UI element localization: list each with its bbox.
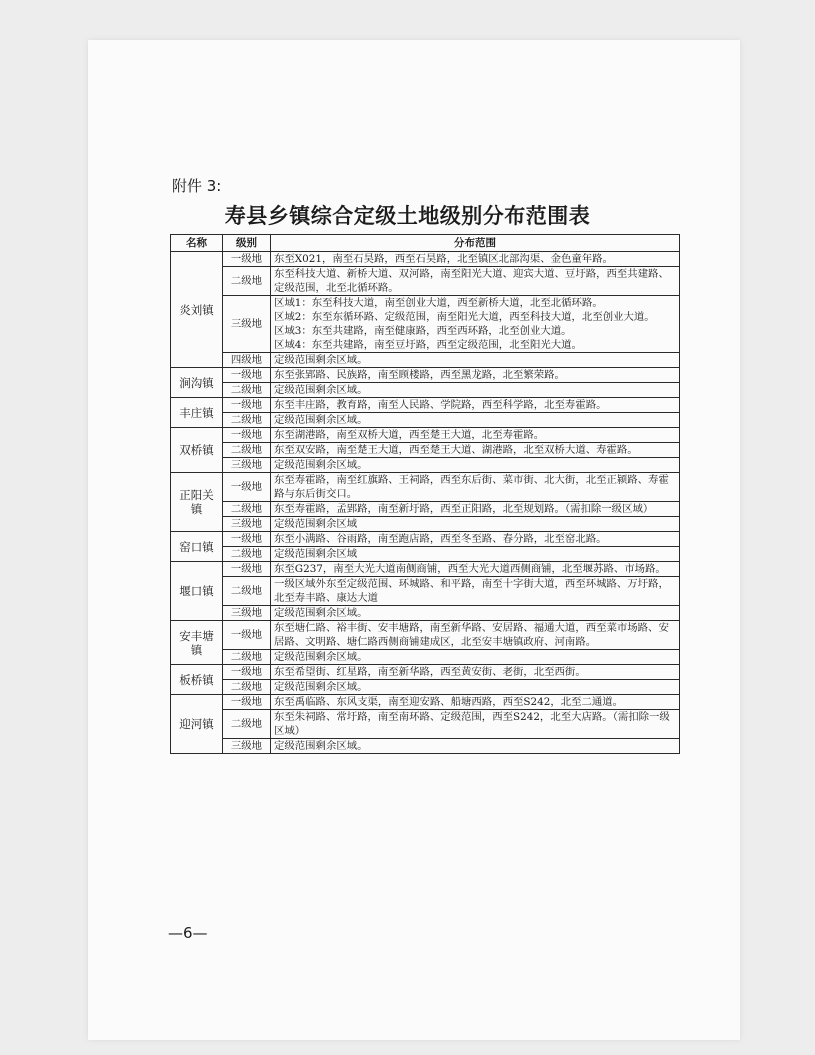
table-row	[171, 577, 680, 606]
scope-cell	[271, 621, 680, 650]
table-row	[171, 296, 680, 353]
table-row	[171, 710, 680, 739]
table-row	[171, 473, 680, 502]
scope-line: 东至X021，南至石昊路，西至石昊路，北至镇区北部沟渠、金色童年路。	[274, 253, 613, 265]
level-cell: 二级地	[223, 577, 271, 606]
land-grade-table	[170, 234, 680, 754]
scope-line: 东至双安路，南至楚王大道，西至楚王大道、湖港路，北至双桥大道、寿霍路。	[274, 444, 638, 456]
scope-cell	[271, 458, 680, 473]
scope-line: 东至寿霍路，南至红旗路、王祠路，西至东后街、菜市街、北大街，北至正颍路、寿霍路与东后街交口。	[274, 474, 669, 500]
level-cell: 一级地	[223, 252, 271, 267]
table-row	[171, 621, 680, 650]
scope-cell	[271, 650, 680, 665]
town-name-cell: 堰口镇	[171, 562, 223, 621]
scope-cell	[271, 502, 680, 517]
table-row	[171, 398, 680, 413]
level-cell: 三级地	[223, 296, 271, 353]
table-row	[171, 532, 680, 547]
scope-line: 东至张郢路、民族路，南至顾楼路，西至黑龙路，北至繁荣路。	[274, 369, 565, 381]
scope-cell	[271, 353, 680, 368]
scope-cell	[271, 665, 680, 680]
level-cell: 一级地	[223, 532, 271, 547]
header-name: 名称	[171, 235, 223, 252]
level-cell: 一级地	[223, 368, 271, 383]
scope-cell	[271, 252, 680, 267]
page-number: —6—	[168, 924, 208, 942]
town-name-cell: 炎刘镇	[171, 252, 223, 368]
scope-cell	[271, 577, 680, 606]
town-name-cell: 板桥镇	[171, 665, 223, 695]
scope-cell	[271, 443, 680, 458]
table-row	[171, 562, 680, 577]
scope-cell	[271, 532, 680, 547]
scope-cell	[271, 562, 680, 577]
scope-cell	[271, 267, 680, 296]
scope-line: 区域4：东至共建路，南至豆圩路，西至定级范围，北至阳光大道。	[274, 339, 582, 351]
level-cell: 二级地	[223, 710, 271, 739]
level-cell: 二级地	[223, 267, 271, 296]
attachment-label: 附件 3:	[172, 177, 222, 195]
scope-cell	[271, 680, 680, 695]
level-cell: 二级地	[223, 547, 271, 562]
scope-cell	[271, 606, 680, 621]
level-cell: 三级地	[223, 606, 271, 621]
town-name-cell: 丰庄镇	[171, 398, 223, 428]
scope-line: 东至G237，南至大光大道南侧商铺，西至大光大道西侧商铺，北至堰苏路、市场路。	[274, 563, 666, 575]
scope-line: 一级区域外东至定级范围、环城路、和平路，南至十字街大道，西至环城路、万圩路，北至寿丰路、康达大道	[274, 578, 669, 604]
scope-line: 定级范围剩余区域。	[274, 740, 368, 752]
level-cell: 二级地	[223, 383, 271, 398]
scope-cell	[271, 710, 680, 739]
scope-line: 定级范围剩余区域。	[274, 681, 368, 693]
town-name-cell: 正阳关镇	[171, 473, 223, 532]
table-row	[171, 267, 680, 296]
table-row	[171, 739, 680, 754]
scope-line: 东至希望街、红星路，南至新华路，西至黄安街、老街，北至西街。	[274, 666, 586, 678]
scope-line: 定级范围剩余区域。	[274, 607, 368, 619]
scope-cell	[271, 398, 680, 413]
scope-cell	[271, 428, 680, 443]
header-scope: 分布范围	[271, 235, 680, 252]
header-level: 级别	[223, 235, 271, 252]
level-cell: 一级地	[223, 621, 271, 650]
scope-line: 区域1：东至科技大道，南至创业大道，西至新桥大道，北至北循环路。	[274, 297, 603, 309]
scope-cell	[271, 695, 680, 710]
scope-line: 定级范围剩余区域。	[274, 651, 368, 663]
level-cell: 一级地	[223, 428, 271, 443]
scope-cell	[271, 517, 680, 532]
scope-line: 定级范围剩余区域。	[274, 414, 368, 426]
table-row	[171, 665, 680, 680]
scope-line: 定级范围剩余区域	[274, 548, 358, 560]
scope-line: 定级范围剩余区域	[274, 518, 358, 530]
scope-line: 东至寿霍路，孟郢路，南至新圩路，西至正阳路，北至规划路。（需扣除一级区域）	[274, 503, 654, 515]
town-name-cell: 安丰塘镇	[171, 621, 223, 665]
table-row	[171, 695, 680, 710]
level-cell: 一级地	[223, 398, 271, 413]
scope-line: 区域2：东至东循环路、定级范围，南至阳光大道，西至科技大道，北至创业大道。	[274, 311, 655, 323]
level-cell: 四级地	[223, 353, 271, 368]
scope-cell	[271, 413, 680, 428]
table-row	[171, 413, 680, 428]
table-row	[171, 458, 680, 473]
table-header-row	[171, 235, 680, 252]
scope-line: 东至塘仁路、裕丰街、安丰塘路，南至新华路、安居路、福通大道，西至菜市场路、安居路、文明路、塘仁路西侧商铺建成区，北至安丰塘镇政府、河南路。	[274, 622, 669, 648]
table-row	[171, 502, 680, 517]
scope-line: 东至小满路、谷雨路，南至跑店路，西至冬至路、春分路，北至窑北路。	[274, 533, 607, 545]
table-row	[171, 252, 680, 267]
scope-line: 东至丰庄路，教育路，南至人民路、学院路，西至科学路，北至寿霍路。	[274, 399, 607, 411]
table-row	[171, 680, 680, 695]
level-cell: 三级地	[223, 458, 271, 473]
level-cell: 三级地	[223, 517, 271, 532]
table-row	[171, 517, 680, 532]
table-row	[171, 547, 680, 562]
table-row	[171, 650, 680, 665]
scope-cell	[271, 296, 680, 353]
level-cell: 二级地	[223, 502, 271, 517]
table-row	[171, 443, 680, 458]
level-cell: 一级地	[223, 562, 271, 577]
town-name-cell: 涧沟镇	[171, 368, 223, 398]
scope-line: 东至科技大道、新桥大道、双河路，南至阳光大道、迎宾大道、豆圩路，西至共建路、定级范围，北至北循环路。	[274, 268, 669, 294]
town-name-cell: 窑口镇	[171, 532, 223, 562]
table-row	[171, 353, 680, 368]
table-row	[171, 428, 680, 443]
table-row	[171, 368, 680, 383]
scope-line: 定级范围剩余区域。	[274, 354, 368, 366]
scope-line: 定级范围剩余区域。	[274, 459, 368, 471]
town-name-cell: 迎河镇	[171, 695, 223, 754]
scope-line: 定级范围剩余区域。	[274, 384, 368, 396]
scope-line: 东至湖港路，南至双桥大道，西至楚王大道，北至寿霍路。	[274, 429, 545, 441]
scope-line: 东至禹临路、东风支渠，南至迎安路、船塘西路，西至S242，北至二通道。	[274, 696, 624, 708]
scope-cell	[271, 547, 680, 562]
scope-line: 区域3：东至共建路，南至健康路，西至西环路，北至创业大道。	[274, 325, 572, 337]
level-cell: 三级地	[223, 739, 271, 754]
level-cell: 二级地	[223, 650, 271, 665]
scope-line: 东至朱祠路、常圩路，南至南环路、定级范围，西至S242，北至大店路。（需扣除一级区域）	[274, 711, 670, 737]
level-cell: 二级地	[223, 413, 271, 428]
page-title: 寿县乡镇综合定级土地级别分布范围表	[224, 204, 591, 228]
level-cell: 一级地	[223, 695, 271, 710]
level-cell: 二级地	[223, 443, 271, 458]
level-cell: 二级地	[223, 680, 271, 695]
level-cell: 一级地	[223, 473, 271, 502]
scope-cell	[271, 473, 680, 502]
scope-cell	[271, 368, 680, 383]
level-cell: 一级地	[223, 665, 271, 680]
scope-cell	[271, 739, 680, 754]
scope-cell	[271, 383, 680, 398]
table-row	[171, 606, 680, 621]
town-name-cell: 双桥镇	[171, 428, 223, 473]
table-body	[171, 252, 680, 754]
table-row	[171, 383, 680, 398]
